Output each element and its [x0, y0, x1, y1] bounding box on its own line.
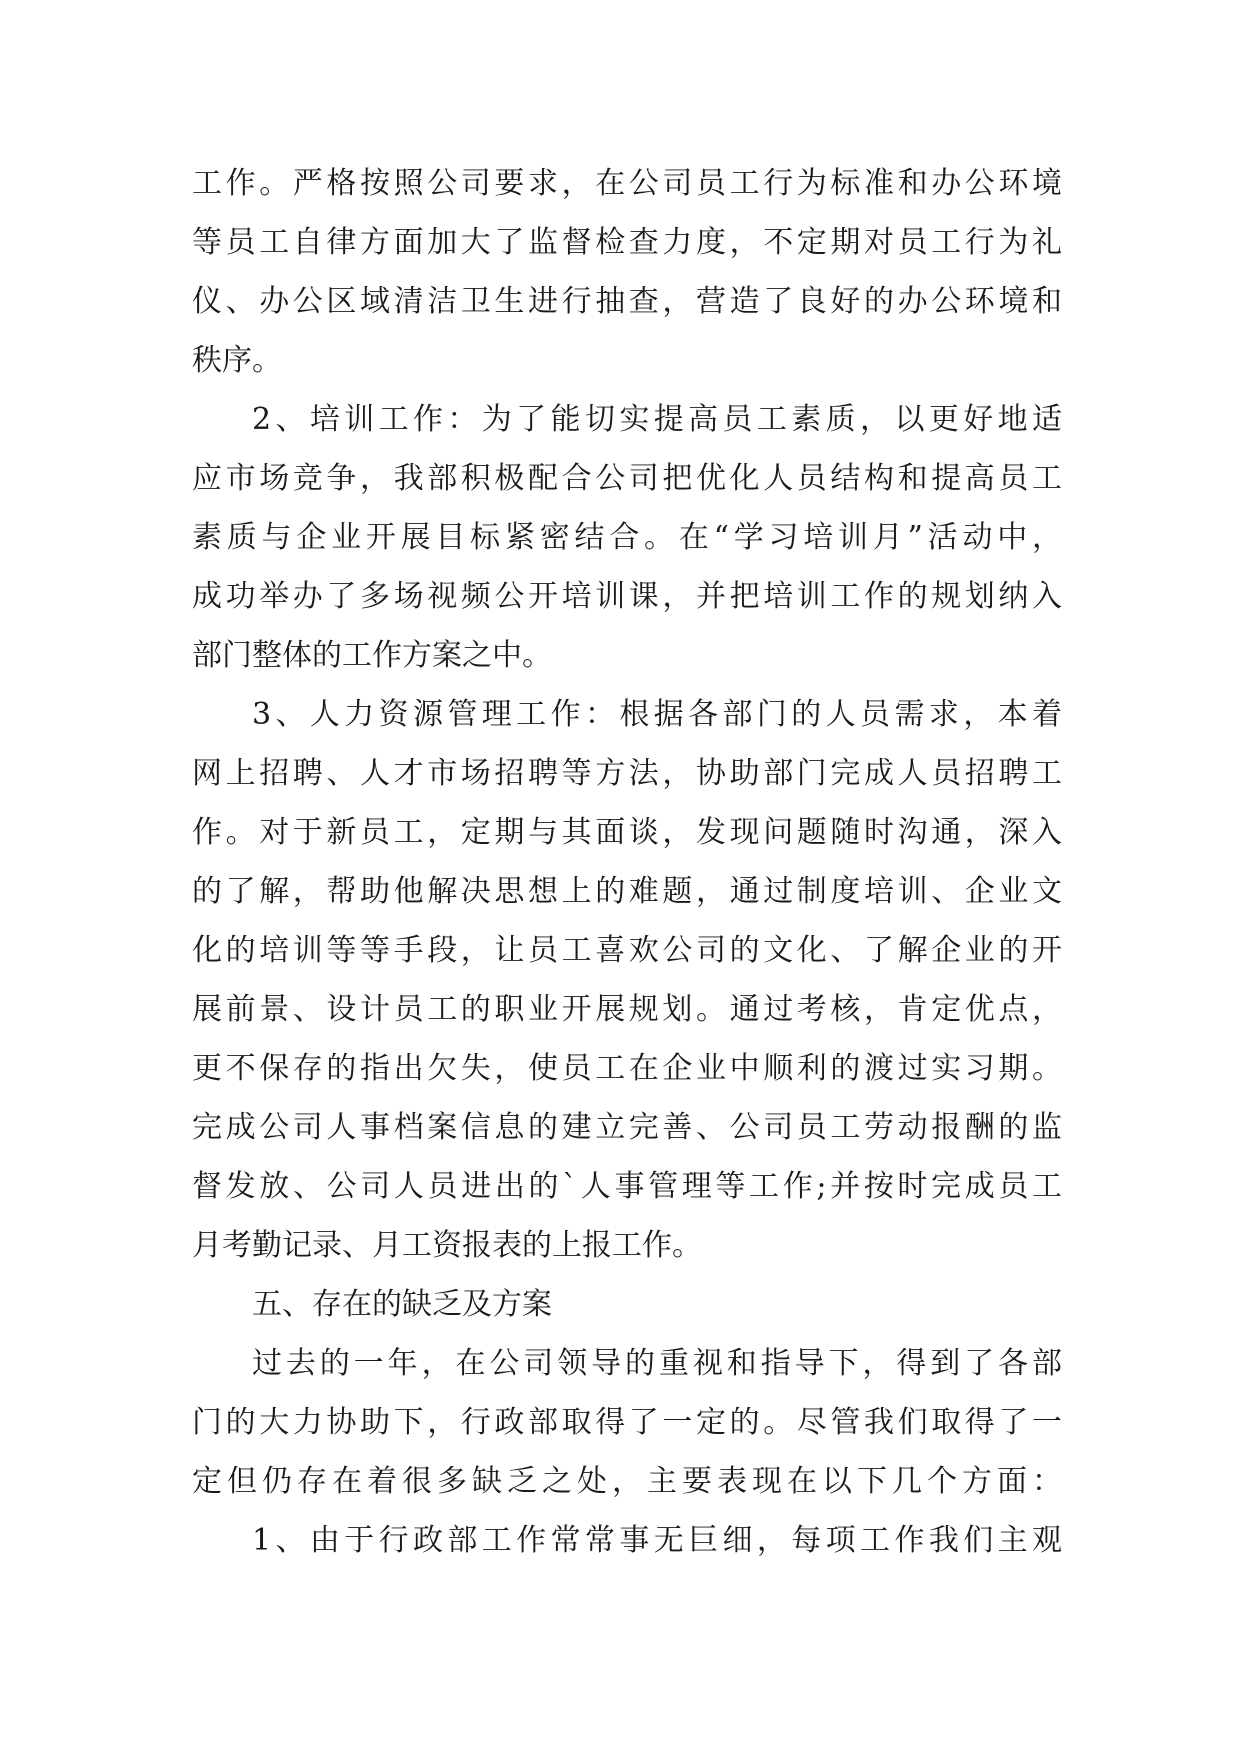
text-line: 定但仍存在着很多缺乏之处，主要表现在以下几个方面： — [192, 1464, 1062, 1499]
text-line: 成功举办了多场视频公开培训课，并把培训工作的规划纳入 — [192, 579, 1062, 614]
text-line: 过去的一年，在公司领导的重视和指导下，得到了各部 — [252, 1346, 1062, 1381]
text-line: 秩序。 — [192, 343, 282, 378]
text-line: 3、人力资源管理工作：根据各部门的人员需求，本着 — [252, 697, 1062, 732]
text-line: 月考勤记录、月工资报表的上报工作。 — [192, 1228, 702, 1263]
text-line: 工作。严格按照公司要求，在公司员工行为标准和办公环境 — [192, 166, 1062, 201]
text-line: 门的大力协助下，行政部取得了一定的。尽管我们取得了一 — [192, 1405, 1062, 1440]
text-line: 完成公司人事档案信息的建立完善、公司员工劳动报酬的监 — [192, 1110, 1062, 1145]
text-line: 督发放、公司人员进出的`人事管理等工作;并按时完成员工 — [192, 1169, 1062, 1204]
text-line: 2、培训工作：为了能切实提高员工素质，以更好地适 — [252, 402, 1062, 437]
text-line: 1、由于行政部工作常常事无巨细，每项工作我们主观 — [252, 1523, 1062, 1558]
text-line: 作。对于新员工，定期与其面谈，发现问题随时沟通，深入 — [192, 815, 1062, 850]
text-line: 更不保存的指出欠失，使员工在企业中顺利的渡过实习期。 — [192, 1051, 1062, 1086]
text-line: 五、存在的缺乏及方案 — [252, 1287, 552, 1322]
document-body — [192, 154, 1062, 1570]
text-line: 化的培训等等手段，让员工喜欢公司的文化、了解企业的开 — [192, 933, 1062, 968]
text-line: 部门整体的工作方案之中。 — [192, 638, 552, 673]
text-line: 等员工自律方面加大了监督检查力度，不定期对员工行为礼 — [192, 225, 1062, 260]
text-line: 网上招聘、人才市场招聘等方法，协助部门完成人员招聘工 — [192, 756, 1062, 791]
text-line: 的了解，帮助他解决思想上的难题，通过制度培训、企业文 — [192, 874, 1062, 909]
text-line: 仪、办公区域清洁卫生进行抽查，营造了良好的办公环境和 — [192, 284, 1062, 319]
text-line: 展前景、设计员工的职业开展规划。通过考核，肯定优点， — [192, 992, 1062, 1027]
text-line: 素质与企业开展目标紧密结合。在“学习培训月”活动中， — [192, 520, 1062, 555]
text-line: 应市场竞争，我部积极配合公司把优化人员结构和提高员工 — [192, 461, 1062, 496]
